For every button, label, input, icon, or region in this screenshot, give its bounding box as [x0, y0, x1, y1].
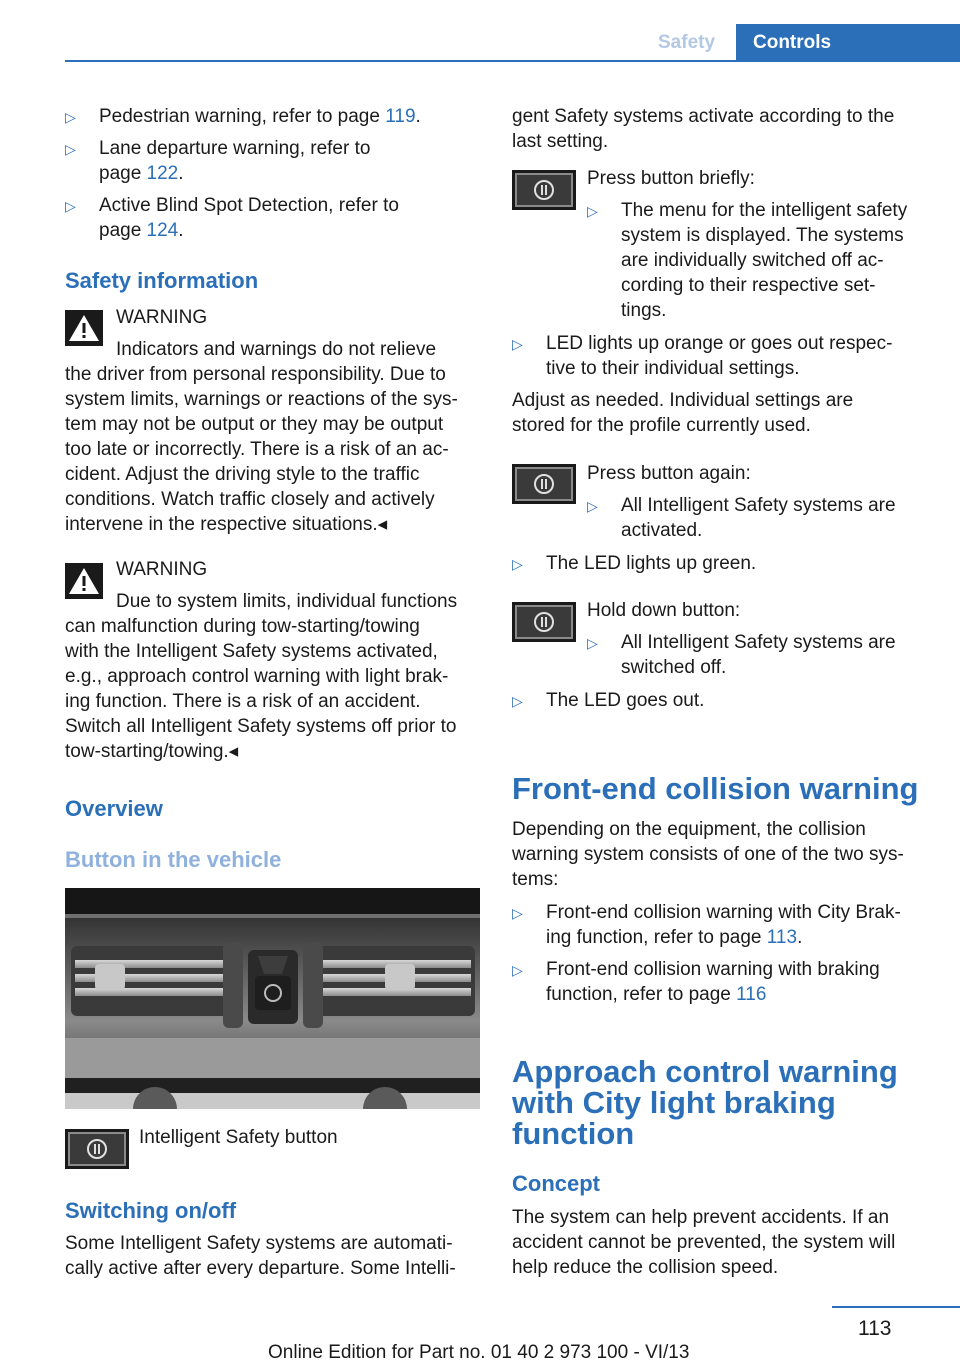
footer-rule [832, 1306, 960, 1308]
warning-text-line: conditions. Watch traffic closely and actively [65, 489, 435, 510]
list-item: ▷ All Intelligent Safety systems are switched off. [587, 632, 896, 678]
bullet-triangle-icon: ▷ [587, 498, 598, 514]
bullet-triangle-icon: ▷ [512, 962, 523, 978]
list-item: ▷ Front-end collision warning with City Brak- ing function, refer to page 113. [512, 902, 901, 948]
bullet-triangle-icon: ▷ [65, 141, 76, 157]
intelligent-safety-button-icon [512, 602, 576, 642]
page-link[interactable]: 122 [146, 163, 179, 184]
header-section-tab: Safety [658, 32, 716, 53]
list-item: ▷ The LED lights up green. [512, 551, 932, 577]
body-text-line: warning system consists of one of the two sys- [512, 844, 904, 865]
body-text-line: Depending on the equipment, the collision [512, 819, 866, 840]
safety-info-heading: Safety information [65, 268, 259, 293]
warning-text-line: e.g., approach control warning with light brak- [65, 666, 449, 687]
list-item: ▷ LED lights up orange or goes out respec- tive to their individual settings. [512, 333, 893, 379]
bullet-triangle-icon: ▷ [65, 198, 76, 214]
body-text-line: accident cannot be prevented, the system will [512, 1232, 896, 1253]
list-item: ▷ The menu for the intelligent safety system is displayed. The systems are individually switched off ac- cording to their respective set- tings. [587, 200, 908, 321]
list-item: ▷ Lane departure warning, refer to page 122. [65, 138, 371, 184]
warning-text-line: can malfunction during tow-starting/towing [65, 616, 420, 637]
warning-triangle-icon [65, 563, 103, 599]
warning-text-line: too late or incorrectly. There is a risk of an ac- [65, 439, 449, 460]
warning-text-line: ing function. There is a risk of an accident. [65, 691, 421, 712]
body-text-line: Adjust as needed. Individual settings are [512, 390, 854, 411]
intelligent-safety-button-icon [512, 170, 576, 210]
button-in-vehicle-heading: Button in the vehicle [65, 847, 282, 872]
button-caption: Intelligent Safety button [139, 1127, 338, 1148]
list-item: ▷ Active Blind Spot Detection, refer to page 124. [65, 195, 399, 241]
body-text-line: last setting. [512, 131, 609, 152]
header-rule [65, 60, 960, 62]
concept-heading: Concept [512, 1171, 600, 1196]
body-text-line: help reduce the collision speed. [512, 1257, 779, 1278]
page-number: 113 [858, 1317, 892, 1340]
press-again-label: Press button again: [587, 463, 751, 484]
bullet-triangle-icon: ▷ [512, 905, 523, 921]
page-link[interactable]: 119 [385, 106, 416, 127]
fcw-heading: Front-end collision warning [512, 771, 919, 806]
body-text-line: gent Safety systems activate according to the [512, 106, 895, 127]
warning-text-line: Switch all Intelligent Safety systems off prior to [65, 716, 457, 737]
warning-text-line: intervene in the respective situations.◂ [65, 514, 388, 535]
page-link[interactable]: 113 [766, 927, 798, 948]
bullet-triangle-icon: ▷ [512, 336, 523, 352]
edition-footer: Online Edition for Part no. 01 40 2 973 100 - VI/13 [268, 1342, 690, 1363]
page-link[interactable]: 116 [736, 984, 767, 1005]
body-text-line: stored for the profile currently used. [512, 415, 811, 436]
acw-heading-line: function [512, 1116, 635, 1151]
bullet-triangle-icon: ▷ [587, 635, 598, 651]
bullet-triangle-icon: ▷ [512, 556, 523, 572]
warning-text-line: Due to system limits, individual functions [116, 591, 458, 612]
bullet-triangle-icon: ▷ [65, 109, 76, 125]
body-text-line: Some Intelligent Safety systems are automati- [65, 1233, 453, 1254]
intelligent-safety-button-icon [65, 1129, 129, 1169]
acw-heading-line: with City light braking [512, 1085, 836, 1120]
bullet-triangle-icon: ▷ [512, 693, 523, 709]
warning-title: WARNING [116, 559, 208, 580]
acw-heading-line: Approach control warning [512, 1054, 898, 1089]
warning-text-line: tow-starting/towing.◂ [65, 741, 239, 762]
warning-text-line: Indicators and warnings do not relieve [116, 339, 437, 360]
body-text-line: tems: [512, 869, 559, 890]
hold-down-label: Hold down button: [587, 600, 741, 621]
body-text-line: cally active after every departure. Some Intelli- [65, 1258, 456, 1279]
warning-text-line: the driver from personal responsibility. Due to [65, 364, 446, 385]
overview-heading: Overview [65, 796, 163, 821]
list-item: ▷ All Intelligent Safety systems are activated. [587, 495, 896, 541]
list-item: ▷ The LED goes out. [512, 688, 932, 714]
list-item: ▷ Pedestrian warning, refer to page 119. [65, 104, 480, 130]
header-chapter-tab: Controls [736, 24, 960, 62]
body-text-line: The system can help prevent accidents. If an [512, 1207, 890, 1228]
press-briefly-label: Press button briefly: [587, 168, 755, 189]
list-item: ▷ Front-end collision warning with braking function, refer to page 116 [512, 959, 880, 1005]
warning-triangle-icon [65, 310, 103, 346]
intelligent-safety-button-icon [512, 464, 576, 504]
dashboard-button-photo [65, 888, 480, 1109]
warning-text-line: system limits, warnings or reactions of the sys- [65, 389, 458, 410]
warning-text-line: cident. Adjust the driving style to the traffic [65, 464, 420, 485]
page-link[interactable]: 124 [146, 220, 179, 241]
warning-text-line: with the Intelligent Safety systems activated, [65, 641, 438, 662]
warning-text-line: tem may not be output or they may be output [65, 414, 444, 435]
warning-title: WARNING [116, 307, 208, 328]
bullet-triangle-icon: ▷ [587, 203, 598, 219]
switching-heading: Switching on/off [65, 1198, 237, 1223]
